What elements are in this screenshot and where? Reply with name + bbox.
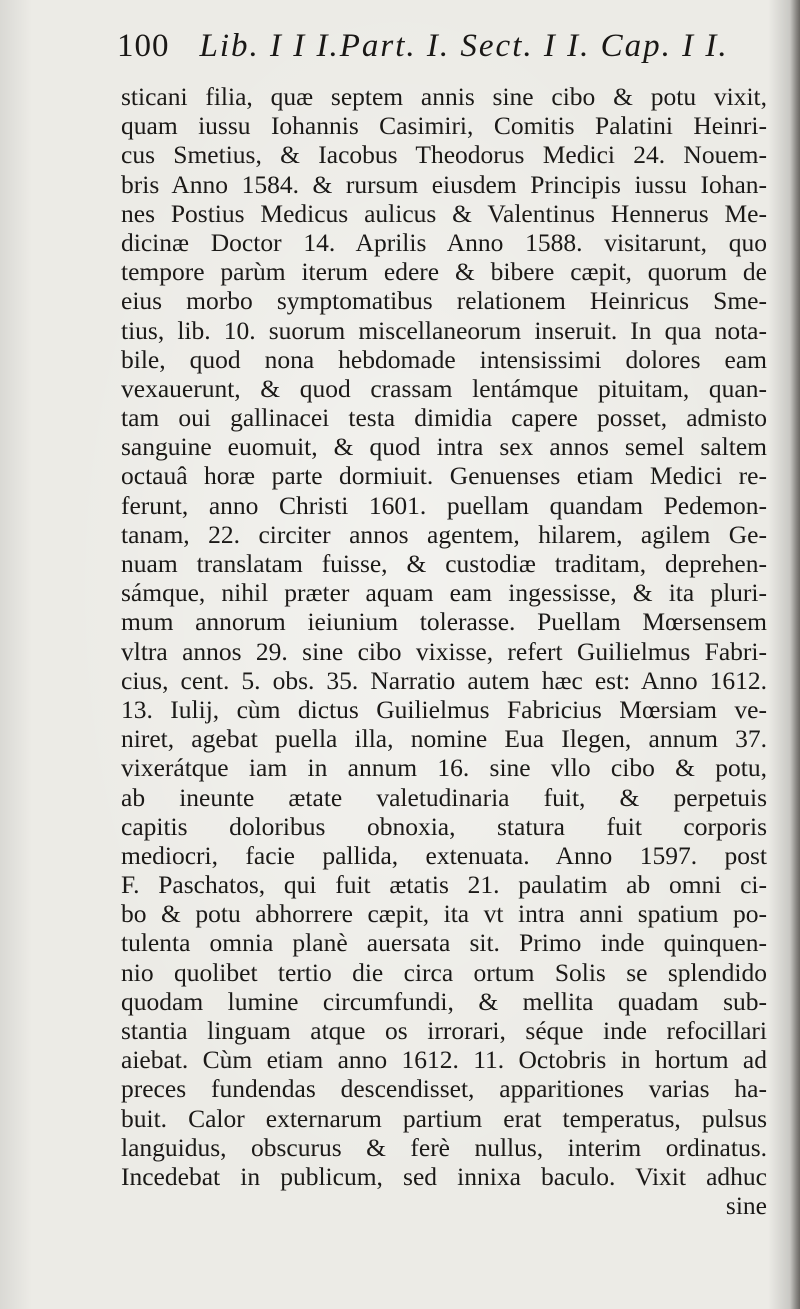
text-line: cius, cent. 5. obs. 35. Narratio autem hæc est: Anno 1612. (121, 665, 767, 695)
text-line: ferunt, anno Christi 1601. puellam quandam Pedemon- (121, 490, 767, 520)
text-line: bris Anno 1584. & rursum eiusdem Principis iussu Iohan- (121, 169, 767, 199)
text-line: vixerátque iam in annum 16. sine vllo cibo & potu, (121, 753, 767, 783)
text-line: dicinæ Doctor 14. Aprilis Anno 1588. visitarunt, quo (121, 227, 767, 257)
text-line: niret, agebat puella illa, nomine Eua Ilegen, annum 37. (121, 724, 767, 754)
text-line: sámque, nihil præter aquam eam ingessisse, & ita pluri- (121, 578, 767, 608)
text-line: eius morbo symptomatibus relationem Heinricus Sme- (121, 286, 767, 316)
body-text (121, 82, 767, 1220)
text-line: F. Paschatos, qui fuit ætatis 21. paulatim ab omni ci- (121, 870, 767, 900)
text-line: quam iussu Iohannis Casimiri, Comitis Palatini Heinri- (121, 111, 767, 141)
text-line: tam oui gallinacei testa dimidia capere posset, admisto (121, 403, 767, 433)
running-head (117, 28, 729, 72)
text-line: tulenta omnia planè auersata sit. Primo inde quinquen- (121, 928, 767, 958)
text-line: preces fundendas descendisset, apparitiones varias ha- (121, 1074, 767, 1104)
text-line: vltra annos 29. sine cibo vixisse, refert Guilielmus Fabri- (121, 636, 767, 666)
text-line: quodam lumine circumfundi, & mellita quadam sub- (121, 986, 767, 1016)
catchword: sine (725, 1191, 767, 1221)
running-head-title: Lib. I I I.Part. I. Sect. I I. Cap. I I. (199, 28, 729, 64)
text-line: mediocri, facie pallida, extenuata. Anno 1597. post (121, 840, 767, 870)
text-line: Incedebat in publicum, sed innixa baculo. Vixit adhuc (121, 1161, 767, 1191)
text-line: mum annorum ieiunium tolerasse. Puellam Mœrsensem (121, 607, 767, 637)
text-line: nuam translatam fuisse, & custodiæ traditam, deprehen- (121, 549, 767, 578)
text-line: tempore parùm iterum edere & bibere cæpit, quorum de (121, 257, 767, 287)
text-line: vexauerunt, & quod crassam lentámque pituitam, quan- (121, 373, 767, 403)
text-line: bo & potu abhorrere cæpit, ita vt intra anni spatium po- (121, 899, 767, 929)
text-line: tanam, 22. circiter annos agentem, hilarem, agilem Ge- (121, 519, 767, 549)
text-line: capitis doloribus obnoxia, statura fuit corporis (121, 811, 767, 841)
text-line: tius, lib. 10. suorum miscellaneorum inseruit. In qua nota- (121, 315, 767, 345)
text-line: nes Postius Medicus aulicus & Valentinus Hennerus Me- (121, 198, 767, 228)
text-line: octauâ horæ parte dormiuit. Genuenses etiam Medici re- (121, 461, 767, 491)
text-line: stantia linguam atque os irrorari, séque inde refocillari (121, 1016, 767, 1045)
text-line: buit. Calor externarum partium erat temperatus, pulsus (121, 1103, 767, 1133)
page-edge-shadow (790, 0, 800, 1309)
text-line: sticani filia, quæ septem annis sine cibo & potu vixit, (121, 82, 767, 111)
text-line: 13. Iulij, cùm dictus Guilielmus Fabricius Mœrsiam ve- (121, 694, 767, 724)
text-line: sanguine euomuit, & quod intra sex annos semel saltem (121, 432, 767, 462)
text-line: bile, quod nona hebdomade intensissimi dolores eam (121, 344, 767, 374)
text-line: aiebat. Cùm etiam anno 1612. 11. Octobris in hortum ad (121, 1045, 767, 1075)
text-line: nio quolibet tertio die circa ortum Solis se splendido (121, 957, 767, 987)
text-line: languidus, obscurus & ferè nullus, interim ordinatus. (121, 1132, 767, 1162)
text-line: cus Smetius, & Iacobus Theodorus Medici 24. Nouem- (121, 140, 767, 170)
page-number: 100 (117, 28, 170, 64)
text-line: ab ineunte ætate valetudinaria fuit, & perpetuis (121, 782, 767, 812)
